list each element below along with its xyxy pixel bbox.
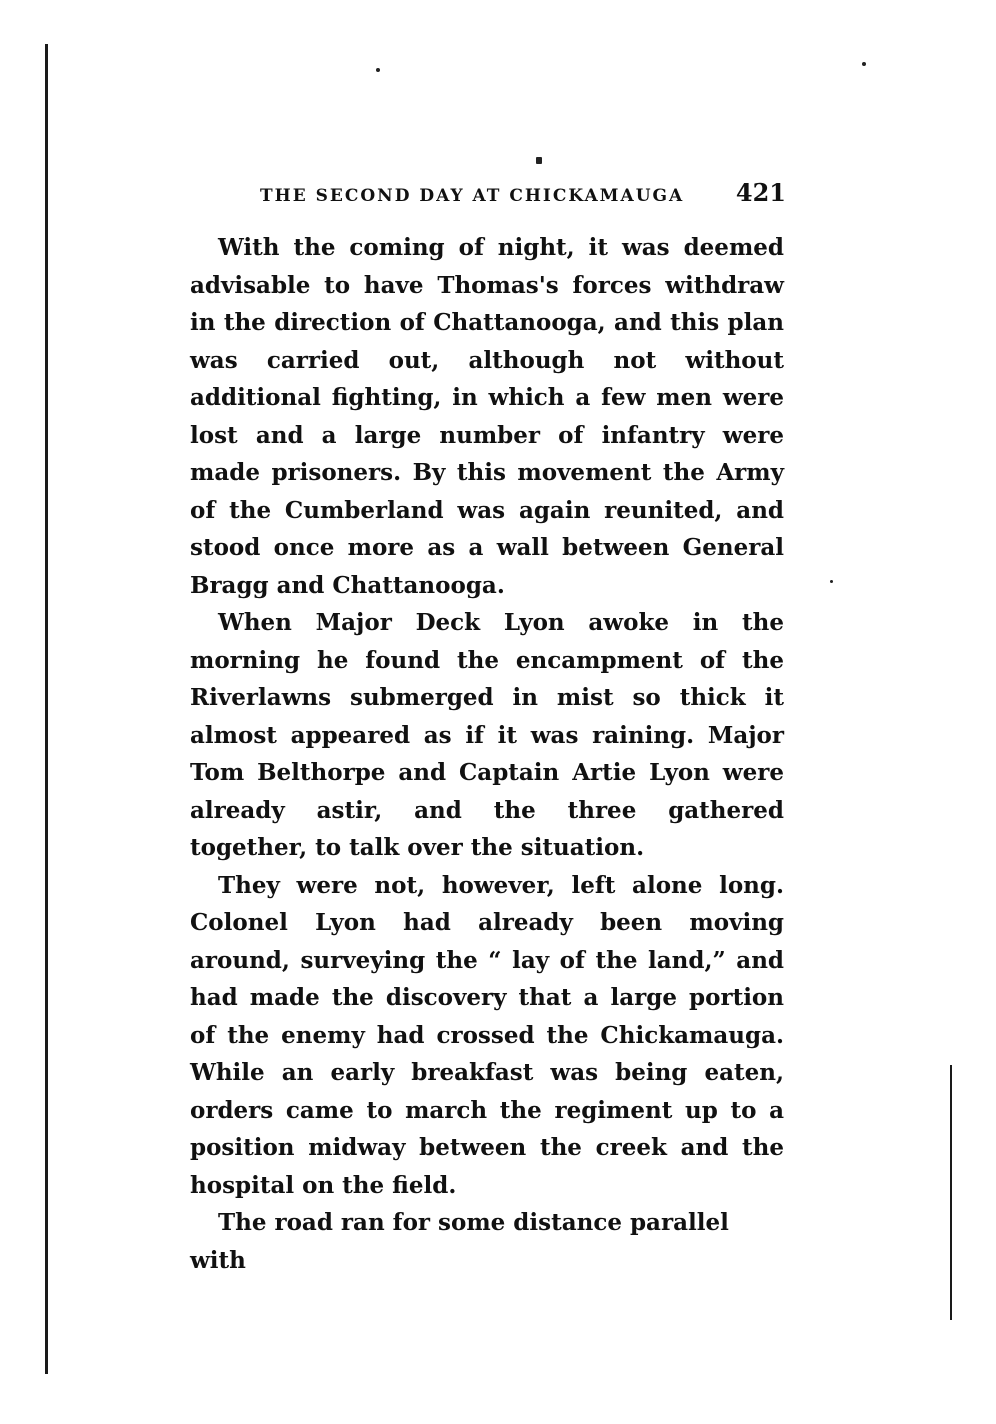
scan-speck <box>830 580 833 583</box>
scan-edge-left <box>45 44 48 1374</box>
running-head <box>190 178 786 210</box>
paragraph: With the coming of night, it was deemed advisable to have Thomas's forces withdraw in the direction of Chattanooga, and this plan was carried out, although not without additional fighting, in which a few men were lost and a large number of infantry were made prisoners. By this movement the Army of the Cumberland was again reunited, and stood once more as a wall between General Bragg and Chattanooga. <box>190 234 784 599</box>
paragraph: They were not, however, left alone long. Colonel Lyon had already been moving around, surveying the “ lay of the land,” and had made the discovery that a large portion of the enemy had crossed the Chickamauga. While an early breakfast was being eaten, orders came to march the regiment up to a position midway between the creek and the hospital on the field. <box>190 871 784 1199</box>
page-number: 421 <box>735 178 786 207</box>
scan-edge-right <box>950 1065 952 1320</box>
scan-speck <box>862 62 866 66</box>
running-title: THE SECOND DAY AT CHICKAMAUGA <box>260 186 685 206</box>
paragraph: When Major Deck Lyon awoke in the morning he found the encampment of the Riverlawns submerged in mist so thick it almost appeared as if it was raining. Major Tom Belthorpe and Captain Artie Lyon were already astir, and the three gathered together, to talk over the situation. <box>190 609 784 861</box>
paragraph: The road ran for some distance parallel with <box>190 1209 729 1274</box>
body-text <box>190 229 784 1279</box>
scan-speck <box>536 157 542 164</box>
scan-speck <box>376 68 380 72</box>
